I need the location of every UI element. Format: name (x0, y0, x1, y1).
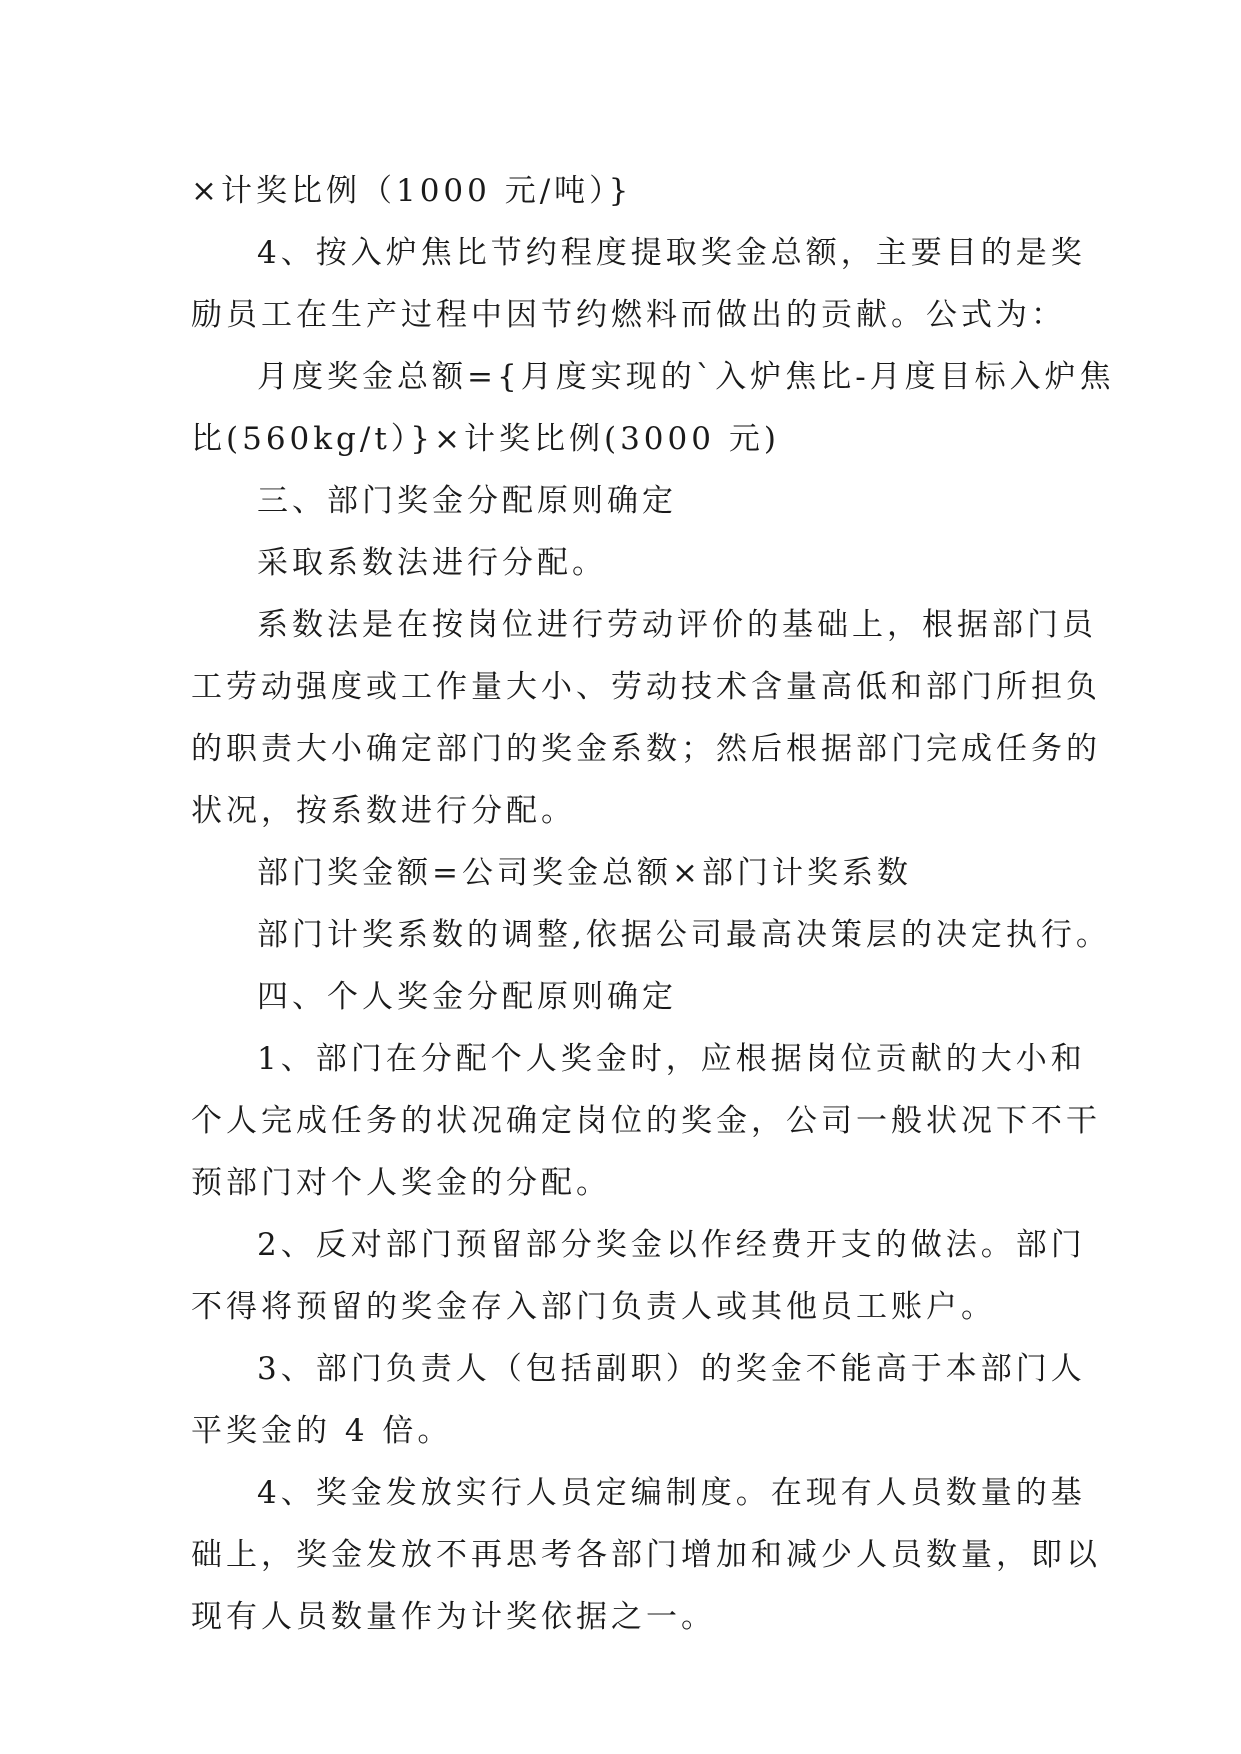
text-line: ×计奖比例（1000 元/吨）} (191, 173, 633, 209)
text-line: 部门计奖系数的调整,依据公司最高决策层的决定执行。 (257, 917, 1111, 953)
text-line: 平奖金的 4 倍。 (191, 1413, 453, 1449)
text-line: 4、奖金发放实行人员定编制度。在现有人员数量的基 (257, 1475, 1086, 1511)
text-line: 1、部门在分配个人奖金时，应根据岗位贡献的大小和 (257, 1041, 1086, 1077)
text-line: 状况，按系数进行分配。 (191, 793, 576, 829)
section-heading: 三、部门奖金分配原则确定 (257, 483, 677, 519)
formula-line: 部门奖金额=公司奖金总额×部门计奖系数 (257, 855, 912, 891)
text-line: 2、反对部门预留部分奖金以作经费开支的做法。部门 (257, 1227, 1086, 1263)
text-line: 励员工在生产过程中因节约燃料而做出的贡献。公式为： (191, 297, 1066, 333)
text-line: 现有人员数量作为计奖依据之一。 (191, 1599, 716, 1635)
text-line: 个人完成任务的状况确定岗位的奖金，公司一般状况下不干 (191, 1103, 1101, 1139)
text-line: 工劳动强度或工作量大小、劳动技术含量高低和部门所担负 (191, 669, 1101, 705)
text-line: 础上，奖金发放不再思考各部门增加和减少人员数量，即以 (191, 1537, 1101, 1573)
text-line: 的职责大小确定部门的奖金系数；然后根据部门完成任务的 (191, 731, 1101, 767)
text-line: 4、按入炉焦比节约程度提取奖金总额，主要目的是奖 (257, 235, 1086, 271)
section-heading: 四、个人奖金分配原则确定 (257, 979, 677, 1015)
text-line: 不得将预留的奖金存入部门负责人或其他员工账户。 (191, 1289, 996, 1325)
text-line: 3、部门负责人（包括副职）的奖金不能高于本部门人 (257, 1351, 1086, 1387)
text-line: 预部门对个人奖金的分配。 (191, 1165, 611, 1201)
text-line: 采取系数法进行分配。 (257, 545, 607, 581)
document-body (191, 160, 1115, 1648)
text-line: 系数法是在按岗位进行劳动评价的基础上，根据部门员 (257, 607, 1097, 643)
text-line: 比(560kg/t）}×计奖比例(3000 元) (191, 421, 780, 457)
text-line: 月度奖金总额={月度实现的`入炉焦比-月度目标入炉焦 (257, 359, 1115, 395)
